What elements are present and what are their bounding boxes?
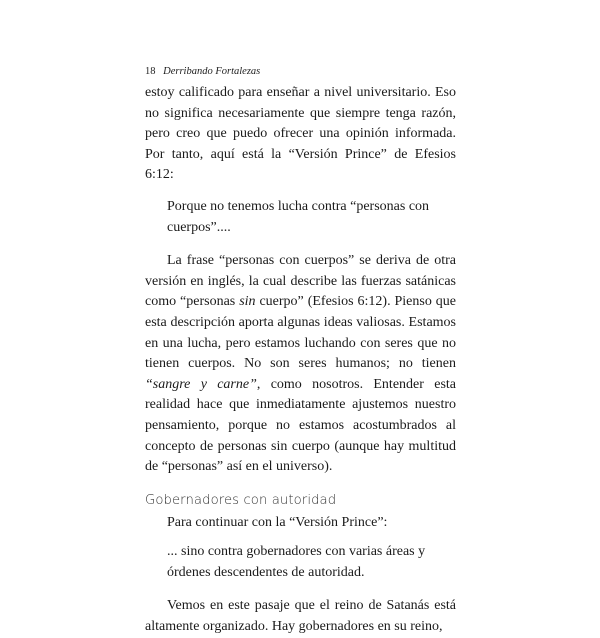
block-quote-2	[145, 542, 456, 583]
page-number: 18	[145, 66, 156, 77]
paragraph-continuation: estoy calificado para enseñar a nivel universitario. Eso no significa necesariamente que siempre tenga razón, pero creo que puedo ofrecer una opinión informada. Por tanto, aquí está la “Versión Prince” de Efesios 6:12:	[145, 85, 456, 183]
emphasis-sin: sin	[239, 294, 256, 310]
paragraph-text-part-a: La frase “personas con cuerpos” se deriva de otra versión en inglés, la cual describe las fuerzas satánicas como “personas	[145, 253, 456, 310]
paragraph-personas-con-cuerpos	[145, 251, 456, 478]
emphasis-sangre-y-carne: “sangre y carne”	[145, 376, 257, 392]
block-quote-1-line-2: cuerpos”....	[167, 219, 231, 235]
paragraph-text-part-c: , como nosotros. Entender esta realidad hace que inmediatamente ajustemos nuestro pensamiento, porque no estamos acostumbrados al concepto de personas sin cuerpo (aunque hay multitud de “personas” así en el universo).	[145, 376, 456, 475]
block-quote-2-line-2: órdenes descendentes de autoridad.	[167, 564, 365, 580]
block-quote-2-line-1: ... sino contra gobernadores con varias áreas y	[167, 544, 426, 560]
section-heading: Gobernadores con autoridad	[145, 492, 337, 508]
book-title: Derribando Fortalezas	[163, 66, 261, 77]
body-text	[145, 83, 456, 638]
running-head	[145, 66, 260, 77]
paragraph-text-part-b: cuerpo” (Efesios 6:12). Pienso que esta descripción aporta algunas ideas valiosas. Estamos en una lucha, pero estamos luchando con seres que no tienen cuerpos. No son seres humanos; no tienen	[145, 294, 456, 372]
paragraph-reino-de-satanas: Vemos en este pasaje que el reino de Satanás está altamente organizado. Hay gobernadores en su reino,	[145, 598, 456, 635]
block-quote-1	[145, 197, 456, 238]
block-quote-1-line-1: Porque no tenemos lucha contra “personas con	[167, 198, 430, 214]
paragraph-version-prince: Para continuar con la “Versión Prince”:	[167, 514, 388, 530]
